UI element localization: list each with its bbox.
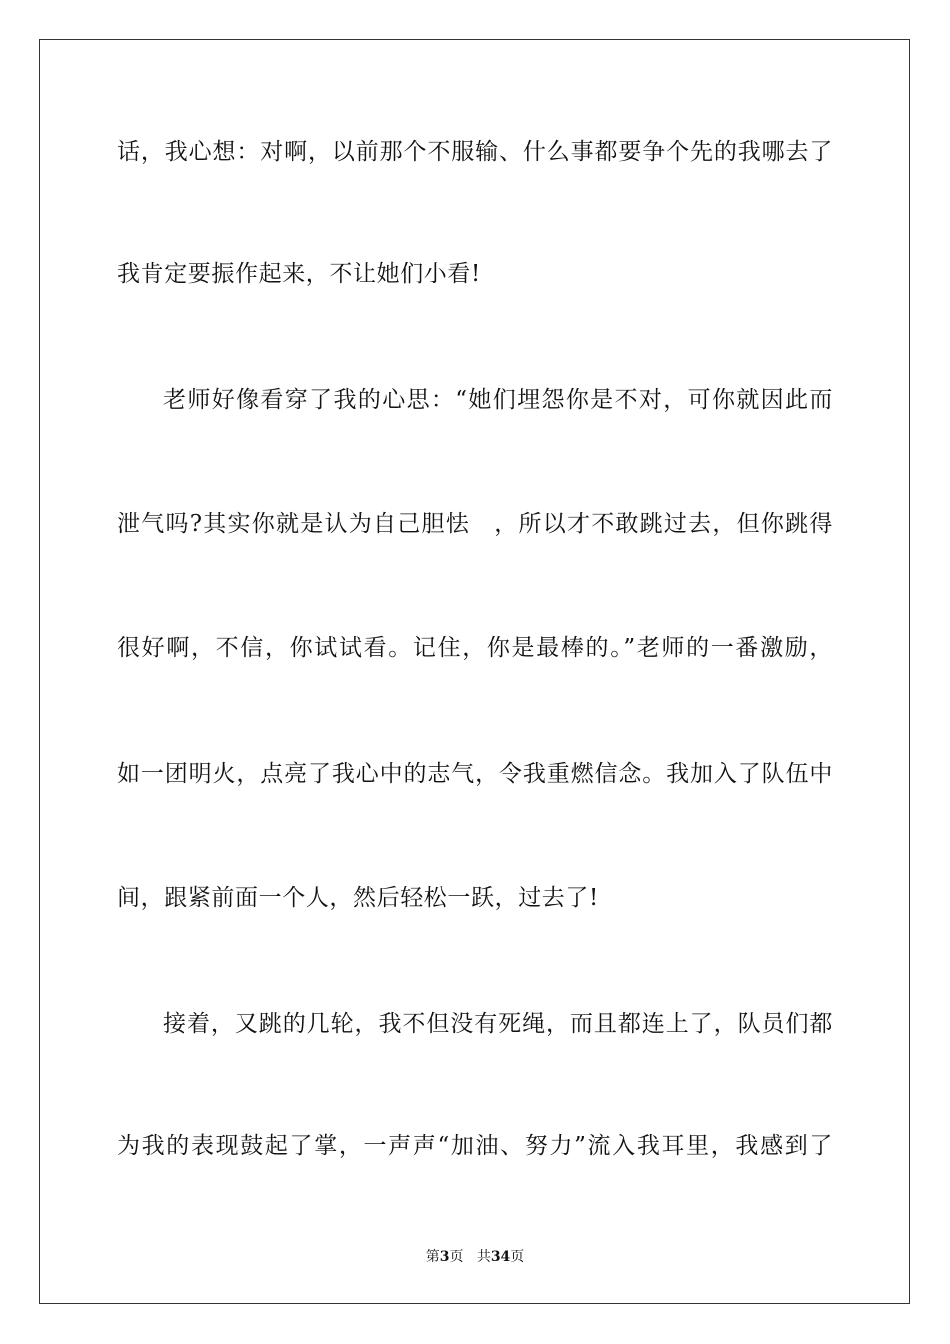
- footer-total-suffix: 页: [510, 1249, 525, 1265]
- text-line-1: 话，我心想：对啊，以前那个不服输、什么事都要争个先的我哪去了: [117, 139, 833, 165]
- page-border: [39, 39, 910, 1304]
- footer-total-prefix: 共: [476, 1249, 491, 1265]
- text-line-6: 如一团明火，点亮了我心中的志气，令我重燃信念。我加入了队伍中: [117, 761, 833, 787]
- text-line-9: 为我的表现鼓起了掌，一声声“加油、努力”流入我耳里，我感到了: [117, 1133, 833, 1159]
- text-line-3: 老师好像看穿了我的心思：“她们埋怨你是不对，可你就因此而: [163, 387, 833, 413]
- text-line-8: 接着，又跳的几轮，我不但没有死绳，而且都连上了，队员们都: [163, 1011, 833, 1037]
- text-line-2: 我肯定要振作起来，不让她们小看!: [117, 261, 481, 287]
- footer-total-pages: 34: [490, 1249, 511, 1265]
- text-line-5: 很好啊，不信，你试试看。记住，你是最棒的。”老师的一番激励，: [117, 635, 833, 661]
- page-footer: [0, 1248, 950, 1266]
- footer-page-prefix: 第: [425, 1249, 440, 1265]
- text-line-4: 泄气吗?其实你就是认为自己胆怯 ，所以才不敢跳过去，但你跳得: [117, 511, 833, 537]
- text-line-7: 间，跟紧前面一个人，然后轻松一跃，过去了!: [117, 885, 599, 911]
- footer-page-number: 3: [439, 1249, 450, 1265]
- footer-page-suffix: 页: [449, 1249, 464, 1265]
